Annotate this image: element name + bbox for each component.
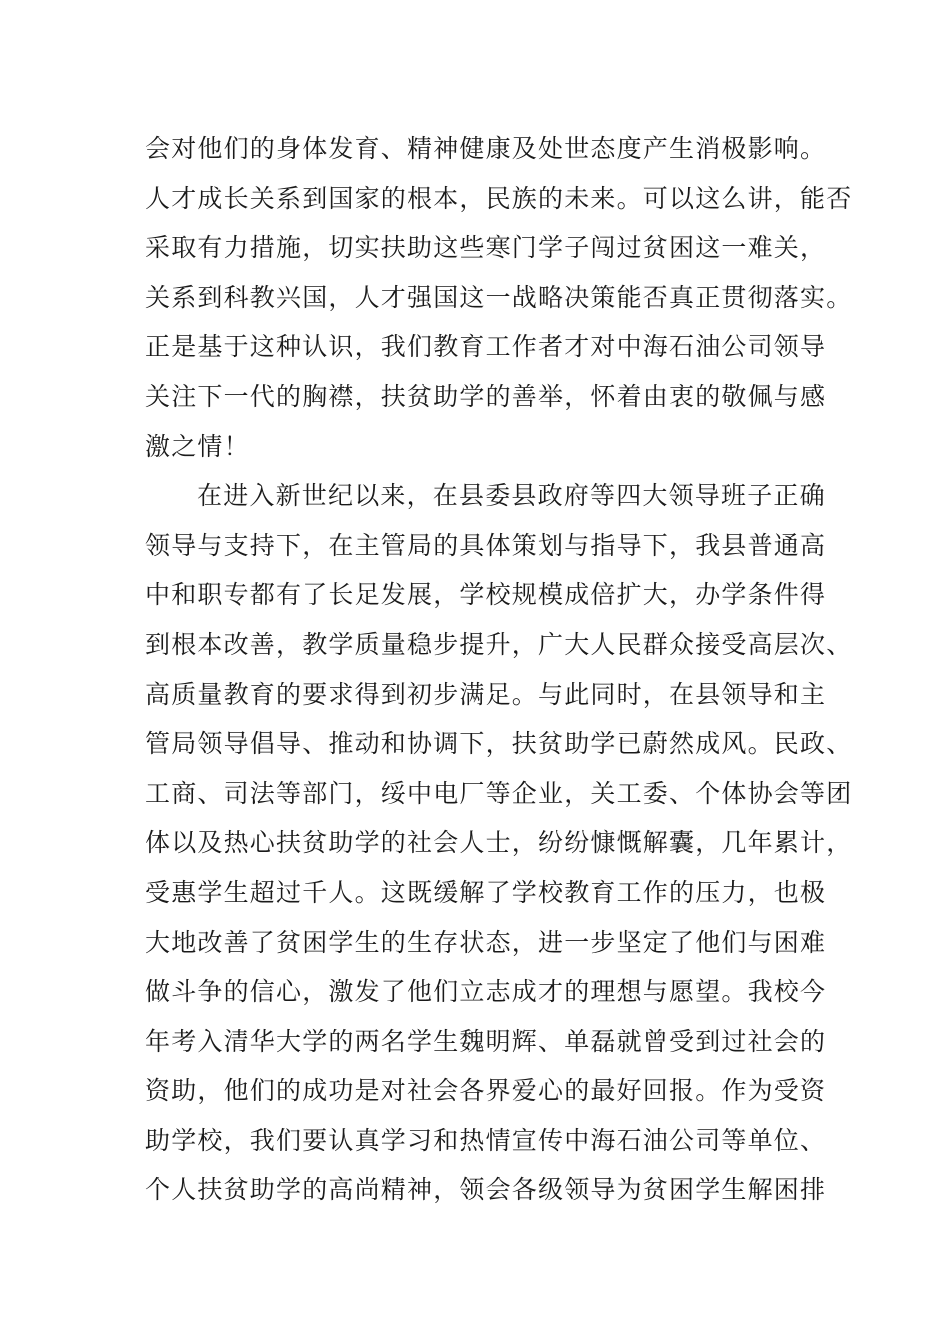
text-line: 人才成长关系到国家的根本，民族的未来。可以这么讲，能否	[145, 183, 853, 213]
text-line: 关系到科教兴国，人才强国这一战略决策能否真正贯彻落实。	[145, 282, 853, 312]
text-line: 关注下一代的胸襟，扶贫助学的善举，怀着由衷的敬佩与感	[145, 381, 827, 411]
text-line: 高质量教育的要求得到初步满足。与此同时，在县领导和主	[145, 679, 827, 709]
text-line: 激之情！	[145, 431, 250, 461]
text-line: 年考入清华大学的两名学生魏明辉、单磊就曾受到过社会的	[145, 1026, 827, 1056]
text-line: 中和职专都有了长足发展，学校规模成倍扩大，办学条件得	[145, 580, 827, 610]
body-text	[145, 124, 853, 1215]
text-line: 受惠学生超过千人。这既缓解了学校教育工作的压力，也极	[145, 877, 827, 907]
text-line: 资助，他们的成功是对社会各界爱心的最好回报。作为受资	[145, 1076, 827, 1106]
text-line: 会对他们的身体发育、精神健康及处世态度产生消极影响。	[145, 134, 827, 163]
text-line: 领导与支持下，在主管局的具体策划与指导下，我县普通高	[145, 530, 827, 560]
text-line: 做斗争的信心，激发了他们立志成才的理想与愿望。我校今	[145, 977, 827, 1007]
paragraph-first-line: 在进入新世纪以来，在县委县政府等四大领导班子正确	[197, 481, 826, 511]
text-line: 管局领导倡导、推动和协调下，扶贫助学已蔚然成风。民政、	[145, 729, 853, 759]
text-line: 工商、司法等部门，绥中电厂等企业，关工委、个体协会等团	[145, 778, 853, 808]
text-line: 体以及热心扶贫助学的社会人士，纷纷慷慨解囊，几年累计，	[145, 828, 853, 858]
text-line: 个人扶贫助学的高尚精神，领会各级领导为贫困学生解困排	[145, 1175, 827, 1205]
text-line: 正是基于这种认识，我们教育工作者才对中海石油公司领导	[145, 332, 827, 362]
text-line: 采取有力措施，切实扶助这些寒门学子闯过贫困这一难关，	[145, 233, 827, 263]
text-line: 大地改善了贫困学生的生存状态，进一步坚定了他们与困难	[145, 927, 827, 957]
text-line: 到根本改善，教学质量稳步提升，广大人民群众接受高层次、	[145, 629, 853, 659]
text-line: 助学校，我们要认真学习和热情宣传中海石油公司等单位、	[145, 1125, 827, 1155]
